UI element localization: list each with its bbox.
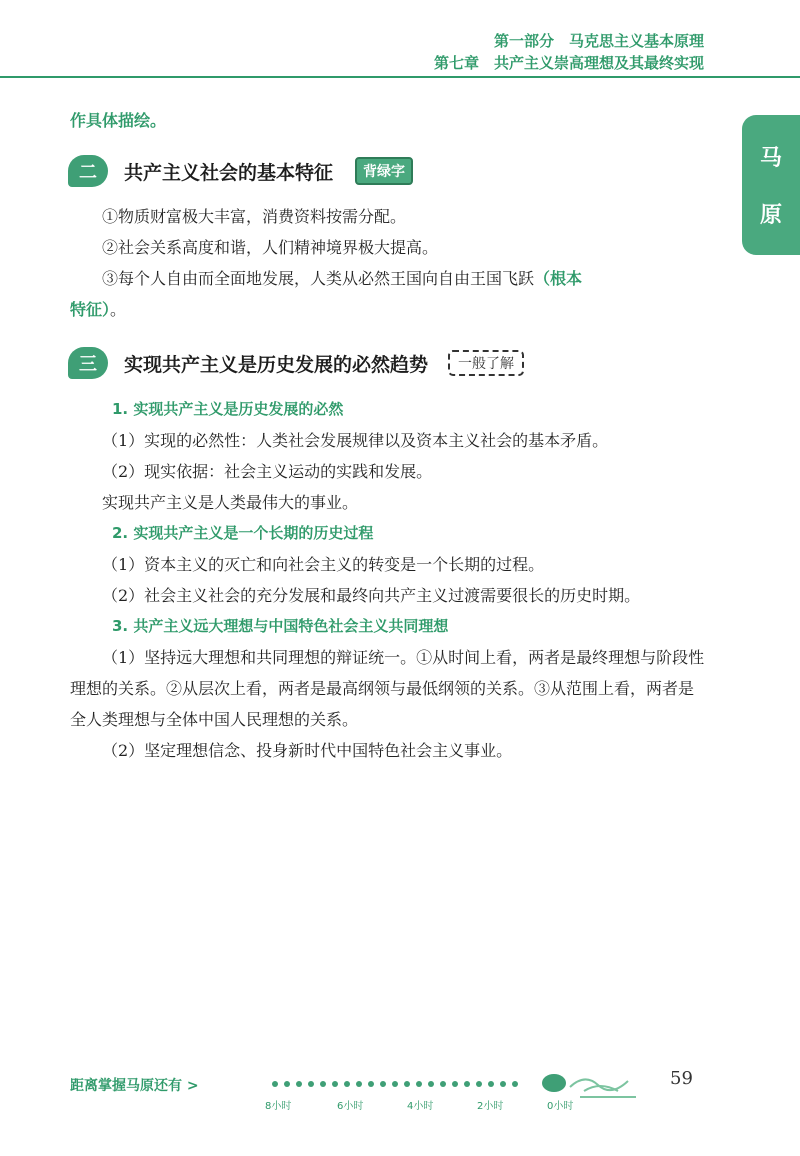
progress-dot	[464, 1081, 470, 1087]
side-tab-char-2: 原	[759, 203, 782, 228]
progress-dot	[320, 1081, 326, 1087]
section-badge: 二	[68, 155, 108, 187]
header-chapter: 第七章 共产主义崇高理想及其最终实现	[433, 54, 704, 72]
header-part: 第一部分 马克思主义基本原理	[493, 32, 704, 50]
feature-item-3-cont	[70, 294, 706, 325]
side-tab-char-1: 马	[759, 146, 782, 171]
section-heading-2	[68, 155, 413, 187]
paragraph: 实现共产主义是人类最伟大的事业。	[102, 493, 359, 512]
subheading-2: 2. 实现共产主义是一个长期的历史过程	[112, 524, 374, 542]
feature-note-b: 特征）	[70, 300, 111, 319]
tick-label: 6小时	[337, 1101, 364, 1112]
section-3-body	[70, 394, 706, 766]
running-header	[434, 30, 704, 74]
progress-dot	[416, 1081, 422, 1087]
progress-dot	[512, 1081, 518, 1087]
continued-fragment: 作具体描绘。	[70, 111, 167, 130]
progress-dot	[392, 1081, 398, 1087]
progress-dot	[356, 1081, 362, 1087]
importance-tag: 背绿字	[355, 157, 413, 185]
progress-dot	[308, 1081, 314, 1087]
feature-item-3	[70, 263, 706, 294]
tick-label: 0小时	[547, 1101, 574, 1112]
paragraph: （2）现实依据：社会主义运动的实践和发展。	[102, 462, 433, 481]
section-heading-3	[68, 347, 524, 379]
progress-dot	[476, 1081, 482, 1087]
tick-label: 4小时	[407, 1101, 434, 1112]
progress-dot	[404, 1081, 410, 1087]
feature-note-a: （根本	[534, 269, 583, 288]
feature-item-2: ②社会关系高度和谐，人们精神境界极大提高。	[102, 238, 439, 257]
feature-item-3-text: ③每个人自由而全面地发展，人类从必然王国向自由王国飞跃	[102, 269, 535, 288]
section-title: 共产主义社会的基本特征	[124, 161, 334, 184]
paragraph: （1）资本主义的灭亡和向社会主义的转变是一个长期的过程。	[102, 555, 545, 574]
progress-dot	[344, 1081, 350, 1087]
section-title: 实现共产主义是历史发展的必然趋势	[124, 353, 429, 376]
progress-dot	[296, 1081, 302, 1087]
paragraph: （2）社会主义社会的充分发展和最终向共产主义过渡需要很长的历史时期。	[102, 586, 641, 605]
page-number: 59	[670, 1068, 693, 1089]
paragraph: （2）坚定理想信念、投身新时代中国特色社会主义事业。	[102, 741, 513, 760]
subheading-3: 3. 共产主义远大理想与中国特色社会主义共同理想	[112, 617, 449, 635]
feature-item-1: ①物质财富极大丰富，消费资料按需分配。	[102, 207, 407, 226]
paragraph: （1）实现的必然性：人类社会发展规律以及资本主义社会的基本矛盾。	[102, 431, 609, 450]
progress-dot	[452, 1081, 458, 1087]
progress-dot	[272, 1081, 278, 1087]
progress-label: 距离掌握马原还有 >	[70, 1078, 199, 1094]
progress-dot	[428, 1081, 434, 1087]
progress-dots	[272, 1081, 518, 1087]
progress-dot	[500, 1081, 506, 1087]
progress-dot	[380, 1081, 386, 1087]
runner-finish-icon	[540, 1067, 640, 1107]
progress-dot	[488, 1081, 494, 1087]
progress-dot	[368, 1081, 374, 1087]
section-badge: 三	[68, 347, 108, 379]
paragraph: （1）坚持远大理想和共同理想的辩证统一。①从时间上看，两者是最终理想与阶段性理想的关系。②从层次上看，两者是最高纲领与最低纲领的关系。③从范围上看，两者是全人类理想与全体中国人民理想的关系。	[70, 648, 705, 729]
header-rule	[0, 76, 800, 78]
progress-dot	[284, 1081, 290, 1087]
progress-dot	[440, 1081, 446, 1087]
tick-label: 2小时	[477, 1101, 504, 1112]
feature-item-3-end: 。	[110, 300, 127, 319]
importance-tag: 一般了解	[448, 350, 524, 376]
section-2-body	[70, 201, 706, 325]
side-tab	[742, 115, 800, 255]
progress-dot	[332, 1081, 338, 1087]
subheading-1: 1. 实现共产主义是历史发展的必然	[112, 400, 344, 418]
tick-label: 8小时	[265, 1101, 292, 1112]
